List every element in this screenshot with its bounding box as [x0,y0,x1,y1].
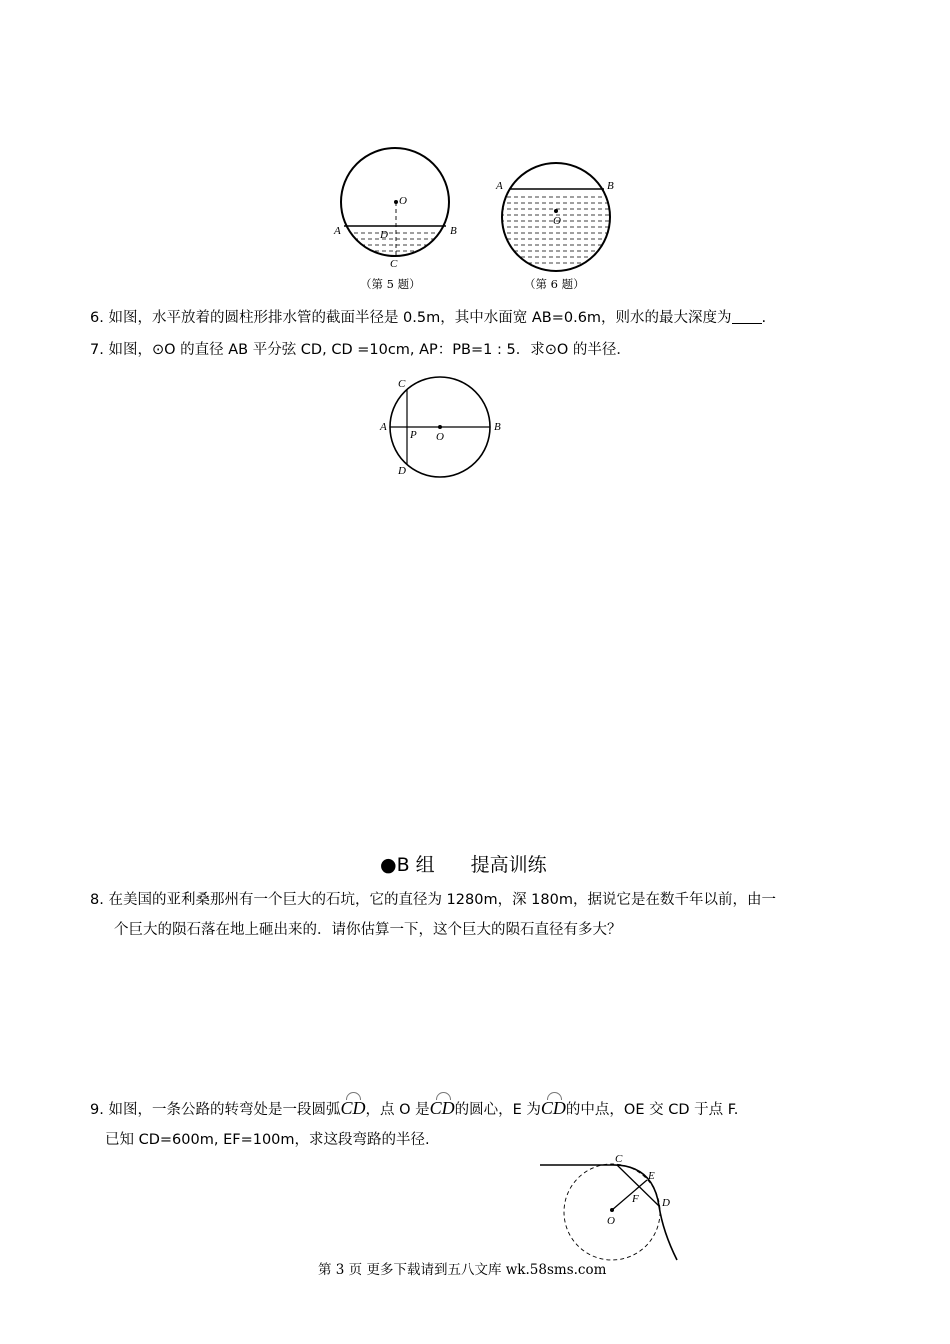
fig7-label-d: D [398,465,406,477]
fig7-label-a: A [380,421,387,433]
fig5-label-b: B [450,225,457,237]
figure-5 [330,140,460,270]
fig7-center-dot [438,425,442,429]
fig5-label-a: A [334,225,341,237]
figure-9 [535,1150,690,1265]
fig6-label-a: A [496,180,503,192]
fig9-label-d: D [662,1197,670,1209]
question-6 [90,308,766,328]
q6-text: 6. 如图，水平放着的圆柱形排水管的截面半径是 0.5m，其中水面宽 AB=0.6m，则水的最大深度为 [90,310,732,326]
fig7-label-b: B [494,421,501,433]
section-heading [380,850,547,877]
question-8-line1: 8. 在美国的亚利桑那州有一个巨大的石坑，它的直径为 1280m，深 180m，据说它是在数千年以前，由一 [90,892,776,908]
question-9-line1 [90,1094,738,1120]
figure-6 [490,145,620,275]
fig6-center-dot [554,209,558,213]
q9-part1: 9. 如图，一条公路的转弯处是一段圆弧 [90,1102,341,1118]
question-9-line2: 已知 CD=600m, EF=100m，求这段弯路的半径. [105,1132,430,1148]
fig5-label-o: O [399,195,407,207]
fig9-label-o: O [607,1215,615,1227]
fig9-label-c: C [615,1153,623,1165]
fig9-segment-oe [612,1180,647,1210]
page-footer: 第 3 页 更多下载请到五八文库 wk.58sms.com [318,1262,607,1278]
arc-cd: CD [430,1094,455,1118]
fig7-label-c: C [398,378,406,390]
fig5-label-d: D [380,229,388,241]
section-group: B 组 [396,854,435,876]
question-8-line2: 个巨大的陨石落在地上砸出来的．请你估算一下，这个巨大的陨石直径有多大？ [114,922,622,938]
fig6-label-b: B [607,180,614,192]
fig7-label-o: O [436,431,444,443]
q9-part4: 的中点，OE 交 CD 于点 F. [565,1102,739,1118]
fig7-label-p: P [410,429,417,441]
q9-part3: 的圆心，E 为 [454,1102,541,1118]
arc-cd: CD [541,1094,566,1118]
fig9-label-f: F [632,1193,639,1205]
q6-end: . [761,310,767,326]
fig9-label-e: E [648,1170,655,1182]
q9-part2: ，点 O 是 [365,1102,430,1118]
fig6-label-o: O [553,215,561,227]
fig5-label-c: C [390,258,398,270]
fig6-caption: （第 6 题） [524,277,585,291]
fig5-caption: （第 5 题） [360,277,421,291]
bullet-icon: ● [380,854,397,876]
arc-cd: CD [340,1094,365,1118]
fig9-road [540,1165,677,1260]
figure-7 [370,370,510,485]
section-title: 提高训练 [470,854,547,876]
question-7: 7. 如图，⊙O 的直径 AB 平分弦 CD, CD =10cm, AP：PB=1 : 5．求⊙O 的半径． [90,342,631,358]
answer-blank [732,309,762,324]
fig9-center-dot [610,1208,614,1212]
fig5-center-dot [394,200,398,204]
